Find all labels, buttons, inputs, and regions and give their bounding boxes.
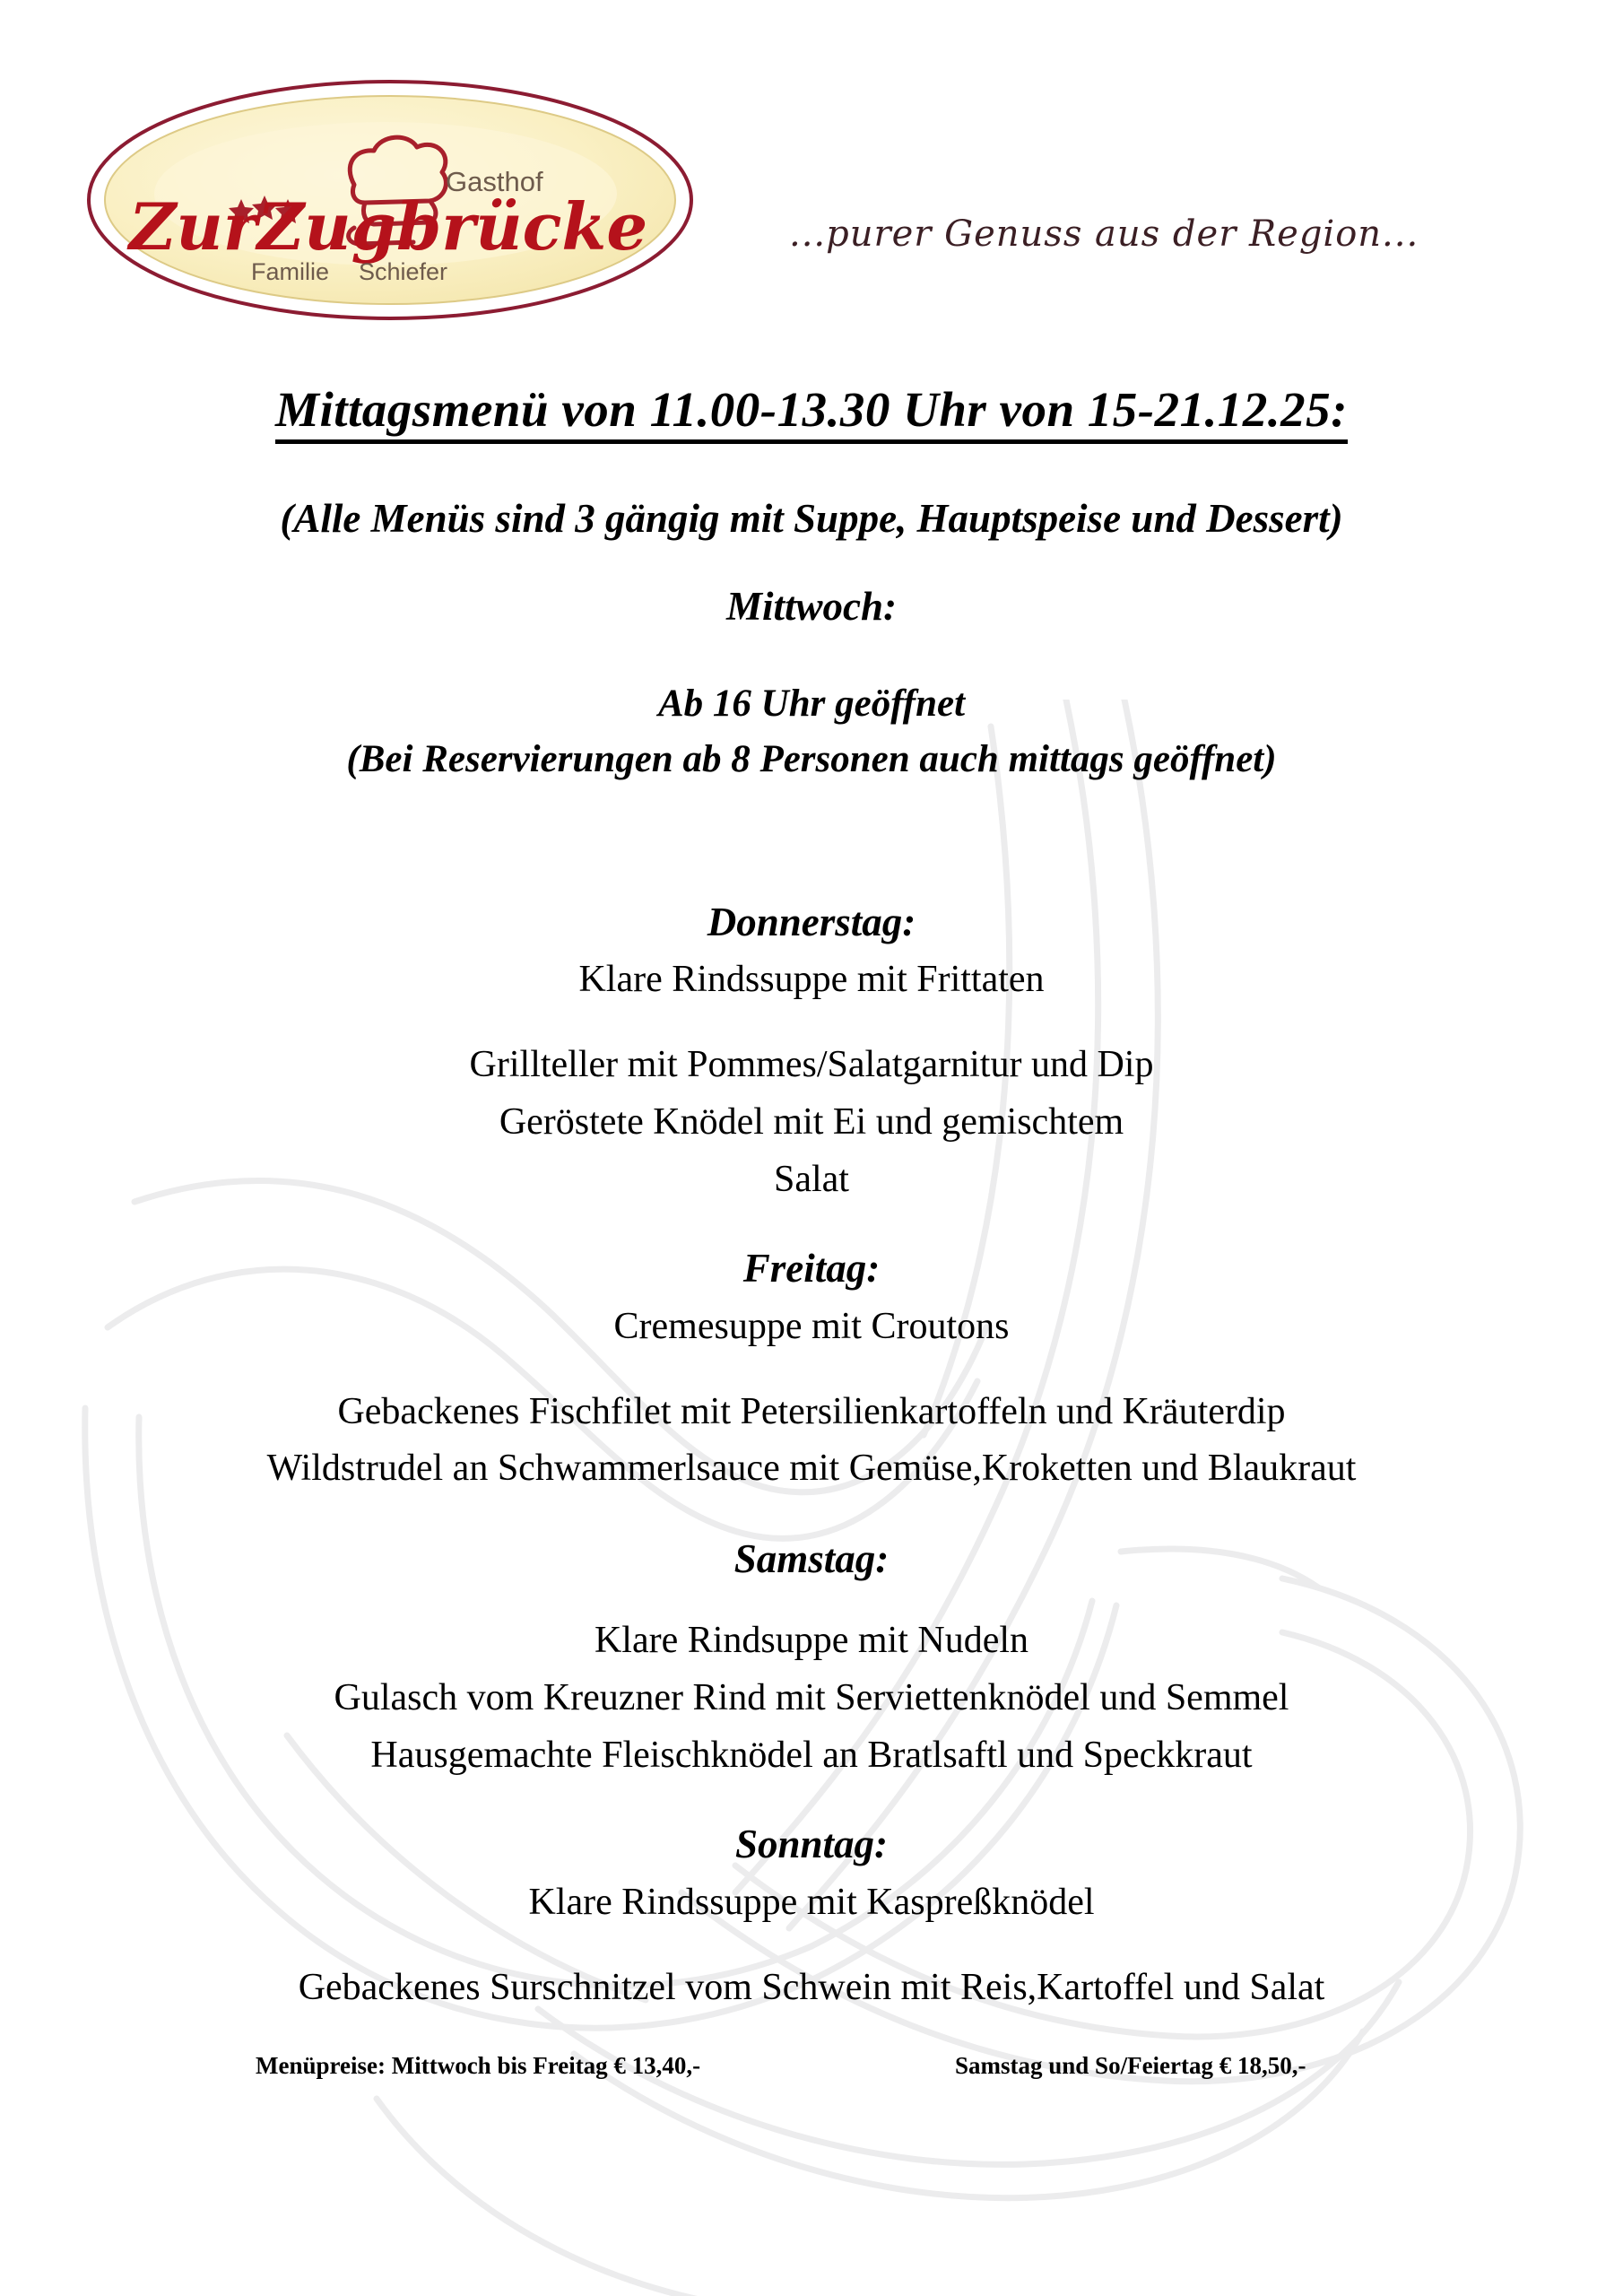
donnerstag-dish-4: Salat [774,1159,849,1200]
freitag-dish-1: Cremesuppe mit Croutons [613,1306,1010,1347]
donnerstag-dish-1: Klare Rindssuppe mit Frittaten [578,959,1045,1000]
donnerstag-dish-3: Geröstete Knödel mit Ei und gemischtem [499,1101,1124,1143]
sonntag-dish-2: Gebackenes Surschnitzel vom Schwein mit Reis,Kartoffel und Salat [298,1967,1325,2008]
freitag-dish-3: Wildstrudel an Schwammerlsauce mit Gemüse,Kroketten und Blaukraut [266,1448,1357,1489]
sonntag-dish-1: Klare Rindssuppe mit Kaspreßknödel [528,1882,1095,1923]
page-header [0,0,1623,359]
page-subtitle: (Alle Menüs sind 3 gängig mit Suppe, Hauptspeise und Dessert) [280,496,1343,541]
page-title-wrap [0,381,1623,444]
mittwoch-note-1: Ab 16 Uhr geöffnet [657,683,966,725]
tagline: ...purer Genuss aus der Region... [789,213,1419,255]
freitag-dish-2: Gebackenes Fischfilet mit Petersilienkartoffeln und Kräuterdip [337,1391,1286,1432]
logo-script-name: ZurZugbrücke [128,188,648,265]
donnerstag-dish-2: Grillteller mit Pommes/Salatgarnitur und Dip [469,1044,1154,1085]
day-heading-samstag: Samstag: [733,1536,890,1581]
day-heading-donnerstag: Donnerstag: [707,900,916,944]
samstag-dish-1: Klare Rindsuppe mit Nudeln [594,1620,1029,1661]
logo-familie-text: Familie [251,258,330,285]
price-weekend: Samstag und So/Feiertag € 18,50,- [955,2052,1306,2079]
logo-schiefer-text: Schiefer [359,258,448,285]
page-title: Mittagsmenü von 11.00-13.30 Uhr von 15-21.12.25: [275,381,1348,444]
samstag-dish-2: Gulasch vom Kreuzner Rind mit Serviettenknödel und Semmel [334,1677,1289,1718]
day-heading-mittwoch: Mittwoch: [725,584,898,629]
restaurant-logo [85,79,695,321]
price-weekday: Menüpreise: Mittwoch bis Freitag € 13,40,- [256,2052,701,2079]
samstag-dish-3: Hausgemachte Fleischknödel an Bratlsaftl und Speckkraut [370,1735,1253,1776]
mittwoch-note-2: (Bei Reservierungen ab 8 Personen auch mittags geöffnet) [346,738,1277,780]
day-heading-sonntag: Sonntag: [734,1822,889,1866]
day-heading-freitag: Freitag: [742,1246,881,1291]
logo-gasthof-text: Gasthof [446,166,543,197]
